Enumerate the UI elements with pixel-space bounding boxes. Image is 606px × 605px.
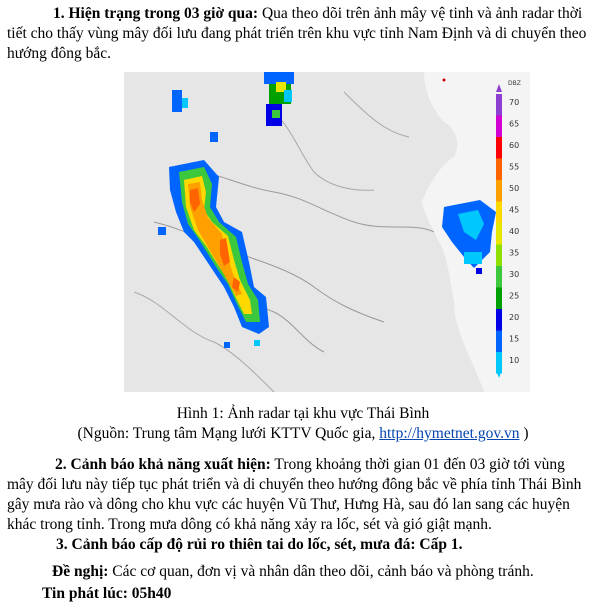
hymetnet-link[interactable]: http://hymetnet.gov.vn [379, 425, 520, 442]
issued-time [42, 584, 342, 604]
legend-color-40 [496, 223, 502, 245]
legend-color-25 [496, 288, 502, 310]
section1-line3: hướng đông bắc. [7, 45, 111, 62]
radar-image [124, 72, 530, 392]
legend-label-35: 35 [509, 248, 520, 258]
section2-text1: Trong khoảng thời gian 01 đến 03 giờ tới vùng [274, 456, 565, 473]
legend-label-55: 55 [509, 162, 520, 172]
legend-color-65 [496, 116, 502, 138]
legend-color-35 [496, 245, 502, 267]
legend-label-20: 20 [509, 313, 520, 322]
radar-map [124, 72, 530, 392]
issued-text: Tin phát lúc: 05h40 [42, 585, 172, 602]
legend-color-70 [496, 94, 502, 116]
legend-color-20 [496, 309, 502, 331]
legend-label-45: 45 [509, 205, 520, 215]
section1-line1 [53, 4, 582, 24]
recommendation [52, 562, 602, 582]
radar-site-marker [443, 79, 446, 82]
section1-line2: tiết cho thấy vùng mây đối lưu đang phát triển trên khu vực tỉnh Nam Định và di chuyển theo [7, 25, 587, 42]
legend-label-40: 40 [509, 227, 520, 236]
legend-label-25: 25 [509, 291, 520, 301]
section3-heading: 3. Cảnh báo cấp độ rủi ro thiên tai do lốc, sét, mưa đá: Cấp 1. [56, 536, 463, 553]
section2-line3: gây mưa rào và dông cho khu vực các huyện Vũ Thư, Hưng Hà, sau đó lan sang các huyện [7, 496, 570, 513]
legend-color-55 [496, 159, 502, 181]
section2-line4: khác trong tỉnh. Trong mưa dông có khả năng xảy ra lốc, sét và gió giật mạnh. [7, 516, 492, 533]
legend-color-60 [496, 137, 502, 159]
figure-source-suffix: ) [523, 425, 529, 442]
section-risk-level [56, 535, 596, 555]
section2-line1 [55, 455, 565, 475]
legend-label-30: 30 [509, 270, 520, 279]
legend-color-30 [496, 266, 502, 288]
legend-color-45 [496, 202, 502, 224]
recommendation-label: Đề nghị: [52, 563, 109, 580]
legend-color-15 [496, 331, 502, 353]
legend-color-10 [496, 352, 502, 374]
recommendation-text: Các cơ quan, đơn vị và nhân dân theo dõi, cảnh báo và phòng tránh. [112, 563, 534, 580]
figure-caption [0, 404, 606, 424]
legend-label-10: 10 [509, 356, 520, 365]
figure-source [0, 424, 606, 444]
legend-label-15: 15 [509, 334, 520, 344]
legend-unit: DBZ [508, 80, 521, 87]
legend-label-50: 50 [509, 184, 520, 193]
legend-color-50 [496, 180, 502, 202]
legend-label-70: 70 [509, 98, 520, 107]
figure-source-prefix: (Nguồn: Trung tâm Mạng lưới KTTV Quốc gia, [77, 425, 376, 442]
figure-caption-text: Hình 1: Ảnh radar tại khu vực Thái Bình [176, 405, 430, 422]
legend-label-60: 60 [509, 141, 520, 150]
section2-heading: 2. Cảnh báo khả năng xuất hiện: [55, 456, 271, 473]
section1-text1: Qua theo dõi trên ảnh mây vệ tinh và ảnh radar thời [261, 5, 583, 22]
section1-heading: 1. Hiện trạng trong 03 giờ qua: [53, 5, 259, 22]
legend-label-65: 65 [509, 119, 520, 129]
section2-line2: mây đối lưu này tiếp tục phát triển và di chuyển theo hướng đông bắc về phía tỉnh Thái Bình [7, 476, 582, 493]
